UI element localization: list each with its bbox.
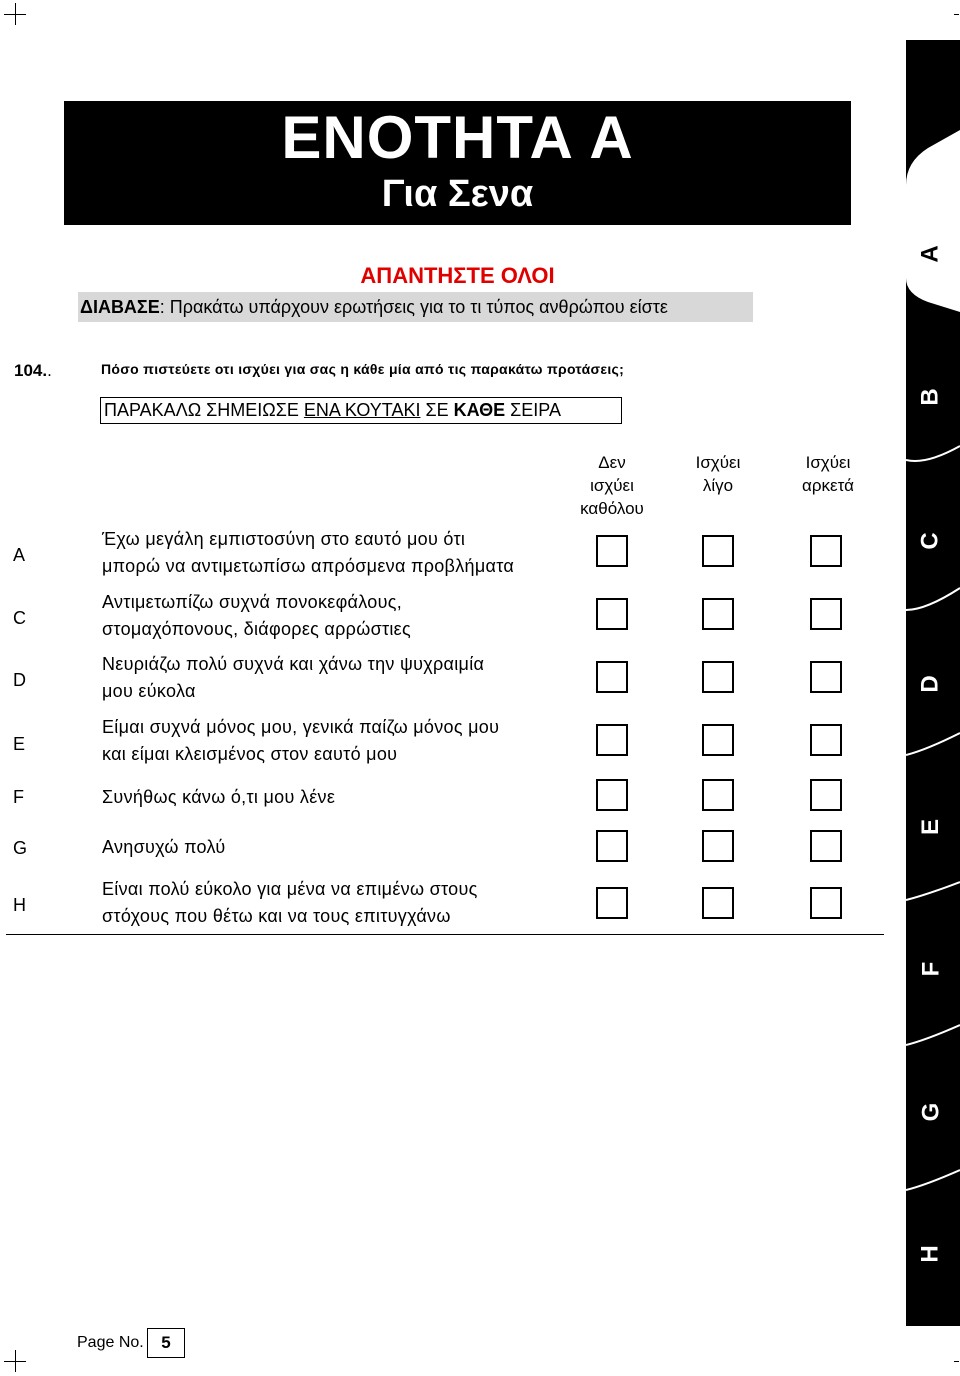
checkbox-not-at-all[interactable] <box>596 779 628 811</box>
crop-mark-top-right <box>954 14 959 15</box>
row-statement: Συνήθως κάνω ό,τι μου λένε <box>102 787 336 807</box>
crop-mark-bottom-right <box>954 1361 959 1362</box>
checkbox-a-little[interactable] <box>702 535 734 567</box>
row-letter: H <box>13 895 26 915</box>
row-letter: G <box>13 838 28 858</box>
row-letter: F <box>13 787 24 807</box>
read-instruction-band <box>78 292 753 322</box>
row-letter: C <box>13 608 26 628</box>
checkbox-quite[interactable] <box>810 779 842 811</box>
row-letter: E <box>13 734 26 754</box>
row-letter: A <box>13 545 26 565</box>
row-statement: Ανησυχώ πολύ <box>102 837 226 857</box>
crop-mark-bottom-left-v <box>15 1350 16 1372</box>
column-header-not-at-all: Δεν ισχύει καθόλου <box>580 453 644 518</box>
checkbox-quite[interactable] <box>810 724 842 756</box>
row-statement: Νευριάζω πολύ συχνά και χάνω την ψυχραιμία μου εύκολα <box>102 654 485 701</box>
question-text: Πόσο πιστεύετε οτι ισχύει για σας η κάθε μία από τις παρακάτω προτάσεις; <box>101 361 625 377</box>
tab-b[interactable]: B <box>917 388 944 406</box>
checkbox-not-at-all[interactable] <box>596 830 628 862</box>
checkbox-not-at-all[interactable] <box>596 661 628 693</box>
checkbox-quite[interactable] <box>810 887 842 919</box>
answer-all-notice: ΑΠΑΝΤΗΣΤΕ ΟΛΟΙ <box>360 263 555 288</box>
section-header <box>64 101 851 225</box>
checkbox-a-little[interactable] <box>702 830 734 862</box>
crop-mark-top-left-v <box>15 3 16 25</box>
read-label: ΔΙΑΒΑΣΕ <box>80 297 160 317</box>
checkbox-a-little[interactable] <box>702 779 734 811</box>
checkbox-a-little[interactable] <box>702 598 734 630</box>
row-statement: Είναι πολύ εύκολο για μένα να επιμένω στους στόχους που θέτω και να τους επιτυγχάνω <box>102 879 478 926</box>
read-text: : Πρακάτω υπάρχουν ερωτήσεις για το τι τύπος ανθρώπου είστε <box>159 297 668 317</box>
checkbox-a-little[interactable] <box>702 661 734 693</box>
tab-d[interactable]: D <box>917 675 944 693</box>
checkbox-a-little[interactable] <box>702 887 734 919</box>
page-number-label: Page No. <box>77 1334 144 1351</box>
checkbox-not-at-all[interactable] <box>596 535 628 567</box>
tab-f[interactable]: F <box>916 961 944 977</box>
checkbox-a-little[interactable] <box>702 724 734 756</box>
checkbox-quite[interactable] <box>810 661 842 693</box>
table-bottom-rule <box>6 934 884 935</box>
checkbox-not-at-all[interactable] <box>596 887 628 919</box>
tab-c[interactable]: C <box>917 532 944 550</box>
tab-g[interactable]: G <box>916 1102 944 1122</box>
column-header-a-little: Ισχύει λίγο <box>695 453 741 495</box>
tab-e[interactable]: E <box>916 818 944 836</box>
section-subtitle: Για Σενα <box>381 173 534 215</box>
mark-one-box-instruction: ΠΑΡΑΚΑΛΩ ΣΗΜΕΙΩΣΕ ΕΝΑ ΚΟΥΤΑΚΙ ΣΕ ΚΑΘΕ ΣΕΙΡΑ <box>100 397 622 424</box>
row-statement: Είμαι συχνά μόνος μου, γενικά παίζω μόνος μου και είμαι κλεισμένος στον εαυτό μου <box>102 717 500 764</box>
section-title: ΕΝΟΤΗΤΑ Α <box>281 104 634 171</box>
checkbox-quite[interactable] <box>810 830 842 862</box>
row-statement: Έχω μεγάλη εμπιστοσύνη στο εαυτό μου ότι μπορώ να αντιμετωπίσω απρόσμενα προβλήματα <box>102 529 515 576</box>
checkbox-quite[interactable] <box>810 598 842 630</box>
row-statement: Αντιμετωπίζω συχνά πονοκεφάλους, στομαχόπονους, διάφορες αρρώστιες <box>102 592 411 639</box>
checkbox-quite[interactable] <box>810 535 842 567</box>
row-letter: D <box>13 670 26 690</box>
question-number: 104.. <box>14 361 52 380</box>
tab-h[interactable]: H <box>917 1245 944 1263</box>
checkbox-not-at-all[interactable] <box>596 598 628 630</box>
column-header-quite: Ισχύει αρκετά <box>802 453 854 495</box>
page-number: 5 <box>147 1328 185 1358</box>
tab-a[interactable]: A <box>917 245 944 263</box>
checkbox-not-at-all[interactable] <box>596 724 628 756</box>
